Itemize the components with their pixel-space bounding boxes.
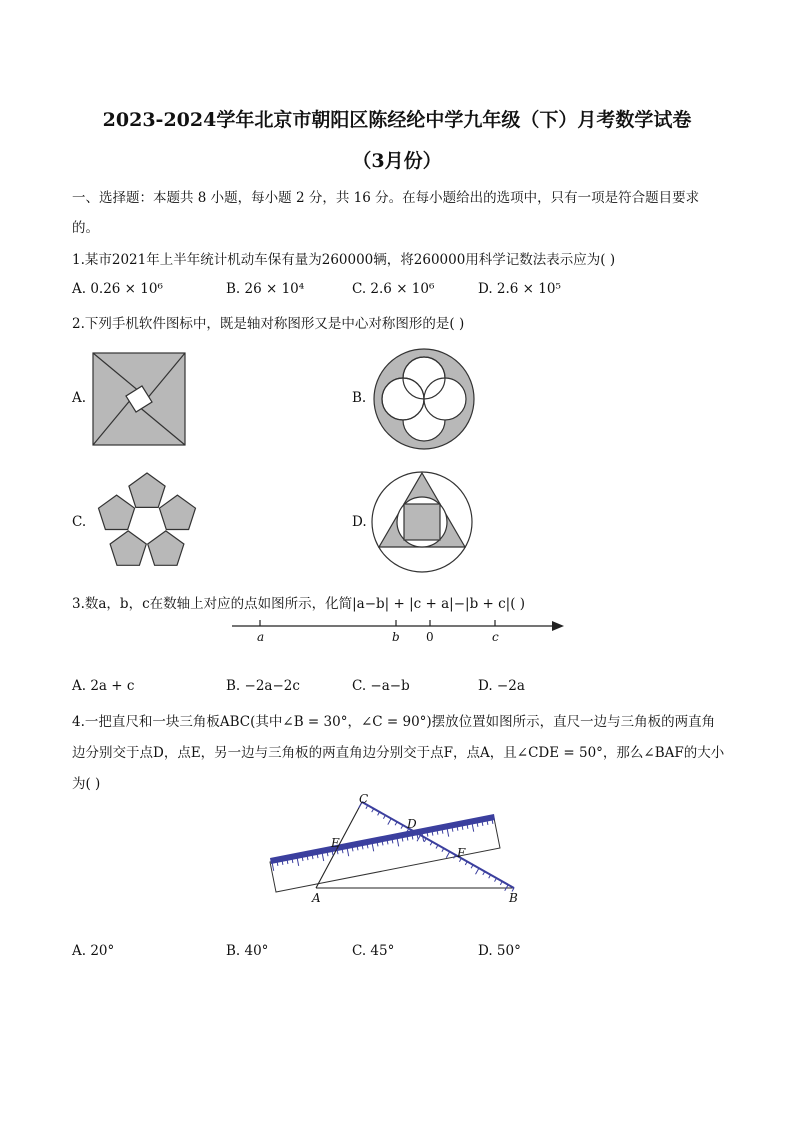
q2-figure-d-triangle-in-circle [370, 470, 474, 574]
point-label-c: C [359, 792, 369, 806]
q3-option-d: D. −2a [478, 678, 525, 694]
q3-stem: 3.数a，b，c在数轴上对应的点如图所示，化简|a−b| + |c + a|−|b + c|( ) [72, 596, 526, 612]
point-label-f: F [457, 846, 466, 860]
q2-label-a: A. [72, 390, 87, 406]
q4-stem-line3: 为( ) [72, 776, 101, 792]
point-label-b: B [509, 891, 518, 905]
pentagon-shape [110, 531, 146, 565]
axis-label-zero: 0 [426, 630, 434, 644]
pentagon-shape [159, 495, 195, 529]
q2-figure-a-pinwheel [92, 352, 186, 446]
q4-stem-line2: 边分别交于点D，点E，另一边与三角板的两直角边分别交于点F，点A，且∠CDE = 50°，那么∠BAF的大小 [72, 745, 725, 761]
q4-option-a: A. 20° [72, 943, 115, 959]
q2-figure-b-four-circles [372, 347, 476, 451]
triangle-scale-tick [388, 819, 391, 825]
point-label-d: D [407, 817, 417, 831]
axis-label-a: a [257, 630, 265, 644]
pentagon-shape [148, 531, 184, 565]
point-label-e: E [331, 836, 340, 850]
q4-option-d: D. 50° [478, 943, 521, 959]
q4-stem-line1: 4.一把直尺和一块三角板ABC(其中∠B = 30°，∠C = 90°)摆放位置如图所示，直尺一边与三角板的两直角 [72, 714, 716, 730]
q4-option-b: B. 40° [226, 943, 269, 959]
pentagon-shape [99, 495, 135, 529]
q2-stem: 2.下列手机软件图标中，既是轴对称图形又是中心对称图形的是( ) [72, 316, 465, 332]
q2-label-d: D. [352, 514, 367, 530]
axis-label-c: c [492, 630, 499, 644]
axis-label-b: b [392, 630, 400, 644]
q4-option-c: C. 45° [352, 943, 395, 959]
paper-title: 2023-2024学年北京市朝阳区陈经纶中学九年级（下）月考数学试卷 [102, 109, 692, 131]
pentagon-shape [129, 473, 165, 507]
triangle-scale-tick [476, 868, 479, 874]
point-label-a: A [312, 891, 321, 905]
q3-option-b: B. −2a−2c [226, 678, 300, 694]
q1-option-a: A. 0.26 × 10⁶ [72, 281, 163, 297]
section-heading-cont: 的。 [72, 220, 99, 236]
q2-label-b: B. [352, 390, 367, 406]
q1-stem: 1.某市2021年上半年统计机动车保有量为260000辆，将260000用科学记数法表示应为( ) [72, 252, 616, 268]
q1-option-d: D. 2.6 × 10⁵ [478, 281, 561, 297]
q2-label-c: C. [72, 514, 87, 530]
q2-figure-c-five-pentagons [92, 468, 202, 576]
q3-option-c: C. −a−b [352, 678, 410, 694]
paper-subtitle: （3月份） [352, 150, 442, 172]
q1-option-c: C. 2.6 × 10⁶ [352, 281, 435, 297]
q3-option-a: A. 2a + c [72, 678, 135, 694]
q4-ruler-triangle-figure [266, 792, 526, 908]
q1-option-b: B. 26 × 10⁴ [226, 281, 305, 297]
section-heading: 一、选择题：本题共 8 小题，每小题 2 分，共 16 分。在每小题给出的选项中，只有一项是符合题目要求 [72, 190, 700, 206]
